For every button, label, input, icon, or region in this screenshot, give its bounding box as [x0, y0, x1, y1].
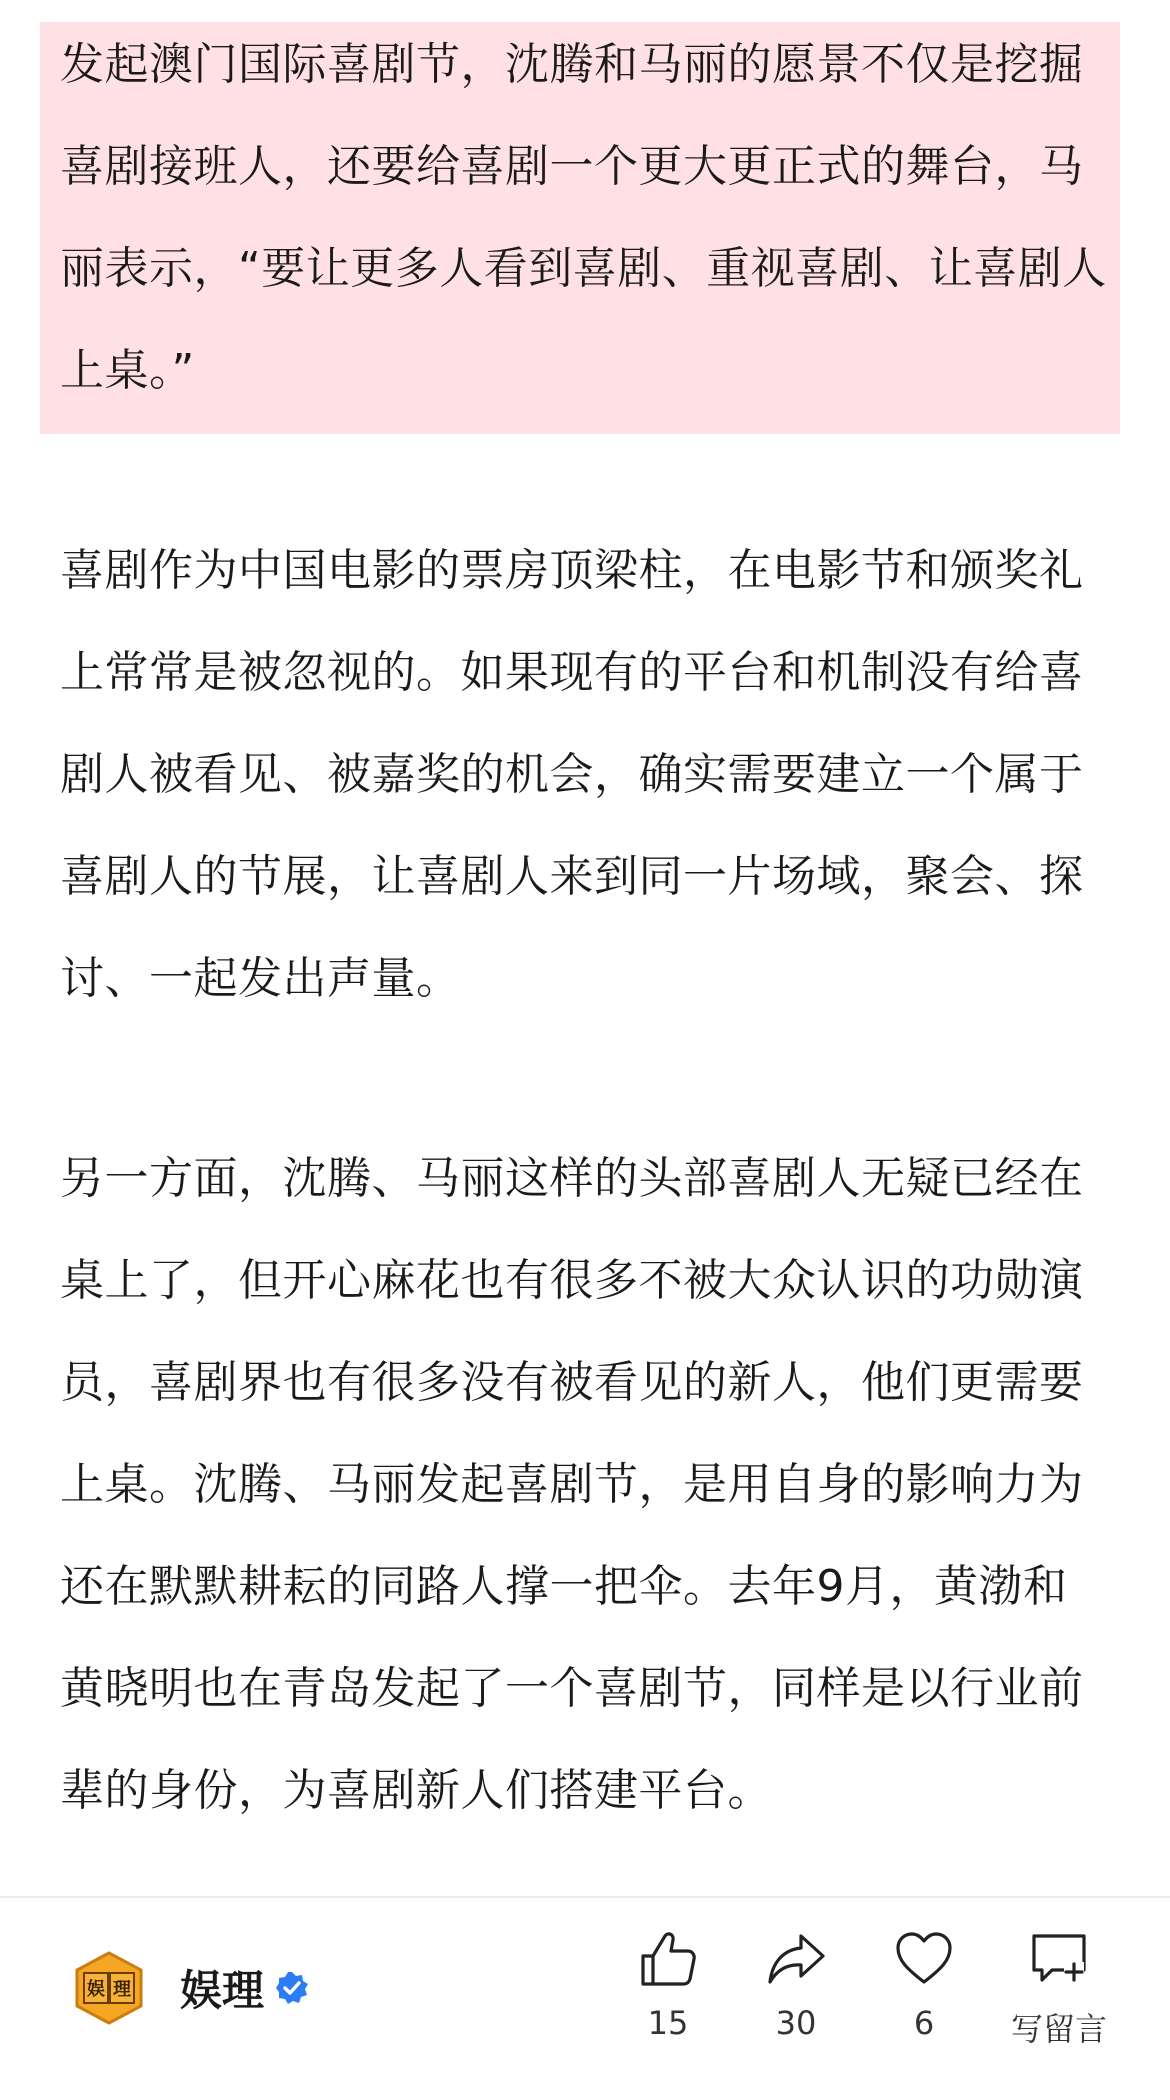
author-info[interactable]: [72, 1950, 310, 2026]
author-avatar[interactable]: [72, 1951, 146, 2025]
thumbs-up-icon: [637, 1928, 699, 1990]
share-arrow-icon: [765, 1928, 827, 1990]
article-paragraph: 另一方面，沈腾、马丽这样的头部喜剧人无疑已经在桌上了，但开心麻花也有很多不被大众认识的功勋演员，喜剧界也有很多没有被看见的新人，他们更需要上桌。沈腾、马丽发起喜剧节，是用自身的影响力为还在默默耕耘的同路人撑一把伞。去年9月，黄渤和黄晓明也在青岛发起了一个喜剧节，同样是以行业前辈的身份，为喜剧新人们搭建平台。: [60, 1153, 1084, 1816]
article-paragraph: 发起澳门国际喜剧节，沈腾和马丽的愿景不仅是挖掘喜剧接班人，还要给喜剧一个更大更正式的舞台，马丽表示，“要让更多人看到喜剧、重视喜剧、让喜剧人上桌。”: [60, 39, 1107, 396]
comment-plus-icon: [1028, 1928, 1090, 1990]
favorite-count: 6: [913, 2004, 935, 2042]
share-button[interactable]: [736, 1928, 856, 2078]
heart-icon: [893, 1928, 955, 1990]
bottom-action-bar: [0, 1898, 1170, 2100]
logo-char: 理: [113, 1979, 131, 2000]
like-count: 15: [647, 2004, 689, 2042]
author-name[interactable]: 娱理: [180, 1966, 265, 2015]
logo-char: 娱: [87, 1979, 105, 2000]
write-comment-label: 写留言: [1010, 2010, 1107, 2048]
favorite-button[interactable]: [864, 1928, 984, 2078]
verified-badge-icon: [274, 1970, 310, 2006]
like-button[interactable]: [608, 1928, 728, 2078]
article-paragraph: 喜剧作为中国电影的票房顶梁柱，在电影节和颁奖礼上常常是被忽视的。如果现有的平台和机制没有给喜剧人被看见、被嘉奖的机会，确实需要建立一个属于喜剧人的节展，让喜剧人来到同一片场域，聚会、探讨、一起发出声量。: [60, 545, 1084, 1004]
write-comment-button[interactable]: [994, 1928, 1124, 2078]
share-count: 30: [775, 2004, 817, 2042]
